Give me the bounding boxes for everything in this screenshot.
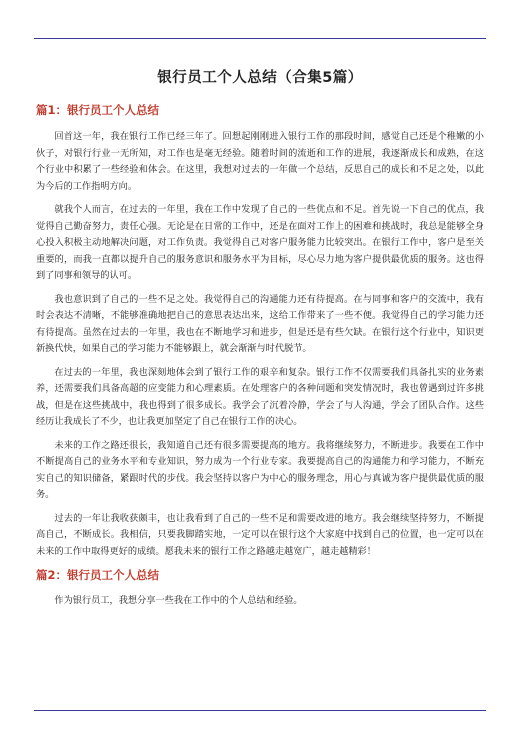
- section-1: [36, 102, 484, 560]
- paragraph: 过去的一年让我收获颇丰，也让我看到了自己的一些不足和需要改进的地方。我会继续坚持努力，不断提高自己，不断成长。我相信，只要我脚踏实地，一定可以在银行这个大家庭中找到自己的位置，也一定可以在未来的工作中取得更好的成绩。愿我未来的银行工作之路越走越宽广，越走越精彩！: [36, 512, 484, 557]
- document-title: 银行员工个人总结（合集5篇）: [157, 70, 363, 86]
- bottom-divider: [34, 710, 486, 711]
- section-heading: 篇1：银行员工个人总结: [36, 103, 160, 117]
- document-body: [36, 66, 484, 617]
- paragraph: 我也意识到了自己的一些不足之处。我觉得自己的沟通能力还有待提高。在与同事和客户的交流中，我有时会表达不清晰，不能够准确地把自己的意思表达出来，这给工作带来了一些不便。我觉得自己的学习能力还有待提高。虽然在过去的一年里，我也在不断地学习和进步，但是还是有些欠缺。在银行这个行业中，知识更新换代快，如果自己的学习能力不能够跟上，就会渐渐与时代脱节。: [36, 293, 484, 354]
- paragraph: 就我个人而言，在过去的一年里，我在工作中发现了自己的一些优点和不足。首先说一下自己的优点，我觉得自己勤奋努力，责任心强。无论是在日常的工作中，还是在面对工作上的困难和挑战时，我总是能够全身心投入积极主动地解决问题，对工作负责。我觉得自己对客户服务能力比较突出。在银行工作中，客户是至关重要的，而我一直都以提升自己的服务意识和服务水平为目标，尽心尽力地为客户提供最优质的服务。这也得到了同事和领导的认可。: [36, 204, 484, 281]
- paragraph: 作为银行员工，我想分享一些我在工作中的个人总结和经验。: [54, 595, 303, 606]
- section-heading: 篇2：银行员工个人总结: [36, 568, 160, 582]
- top-divider: [34, 38, 486, 39]
- paragraph: 在过去的一年里，我也深刻地体会到了银行工作的艰辛和复杂。银行工作不仅需要我们具备扎实的业务素养，还需要我们具备高超的应变能力和心理素质。在处理客户的各种问题和突发情况时，我也曾遇到过许多挑战，但是在这些挑战中，我也得到了很多成长。我学会了沉着冷静，学会了与人沟通，学会了团队合作。这些经历让我成长了不少，也让我更加坚定了自己在银行工作的决心。: [36, 366, 484, 427]
- section-2: [36, 567, 484, 610]
- paragraph: 未来的工作之路还很长，我知道自己还有很多需要提高的地方。我将继续努力，不断进步。我要在工作中不断提高自己的业务水平和专业知识，努力成为一个行业专家。我要提高自己的沟通能力和学习能力，不断充实自己的知识储备，紧跟时代的步伐。我会坚持以客户为中心的服务理念，用心与真诚为客户提供最优质的服务。: [36, 439, 484, 500]
- paragraph: 回首这一年，我在银行工作已经三年了。回想起刚刚进入银行工作的那段时间，感觉自己还是个稚嫩的小伙子，对银行行业一无所知，对工作也是毫无经验。随着时间的流逝和工作的进展，我逐渐成长和成熟，在这个行业中积累了一些经验和体会。在这里，我想对过去的一年做一个总结，反思自己的成长和不足之处，以此为今后的工作指明方向。: [36, 131, 484, 192]
